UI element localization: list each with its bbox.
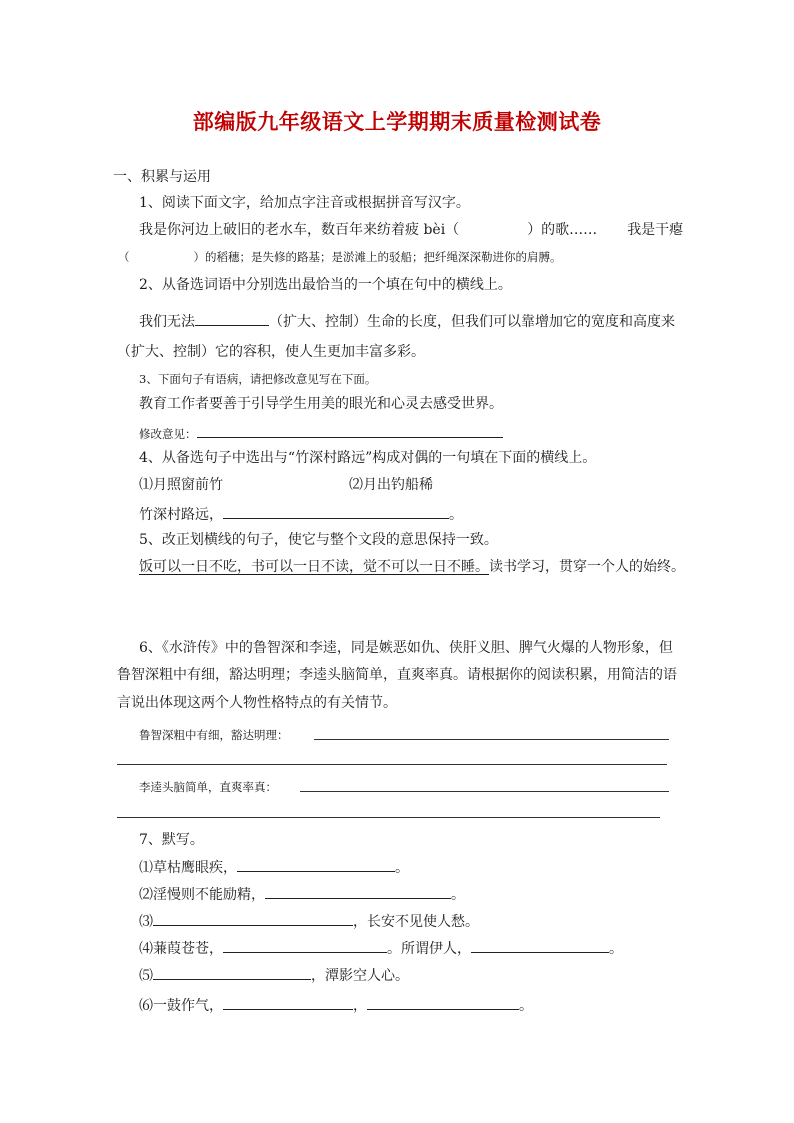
q7-text: 。 — [451, 887, 465, 903]
q6-line: 6、《水浒传》中的鲁智深和李逵，同是嫉恶如仇、侠肝义胆、脾气火爆的人物形象，但 — [139, 640, 673, 656]
q4-option-2: ⑵月出钓船稀 — [349, 477, 433, 493]
q7-item-2 — [139, 884, 465, 904]
q7-item-3 — [139, 911, 479, 931]
q6-answer-line[interactable] — [117, 764, 667, 765]
q3-sentence: 教育工作者要善于引导学生用美的眼光和心灵去感受世界。 — [139, 396, 503, 412]
q1-text: ）的歌…… — [527, 222, 598, 238]
q7-answer-blank[interactable] — [367, 995, 519, 1010]
q2-line1 — [139, 311, 675, 331]
q6-answer-line[interactable] — [300, 791, 669, 792]
q2-answer-blank[interactable] — [195, 311, 269, 326]
q2-stem: 2、从备选词语中分别选出最恰当的一个填在句中的横线上。 — [139, 277, 512, 293]
q5-underlined-sentence: 饭可以一日不吃，书可以一日不读，觉不可以一日不睡。 — [139, 559, 489, 575]
q5-passage — [139, 558, 685, 576]
q7-text: ⑷蒹葭苍苍， — [139, 941, 223, 957]
q7-text: 。所谓伊人， — [387, 941, 471, 957]
q7-text: ， — [353, 998, 367, 1014]
q1-line1 — [139, 221, 683, 239]
q2-line2: （扩大、控制）它的容积，使人生更加丰富多彩。 — [117, 344, 425, 360]
q7-answer-blank[interactable] — [153, 911, 353, 926]
page-title: 部编版九年级语文上学期期末质量检测试卷 — [192, 109, 602, 134]
q6-line: 言说出体现这两个人物性格特点的有关情节。 — [117, 695, 397, 711]
q3-answer-blank[interactable] — [197, 425, 503, 438]
q7-text: ，潭影空人心。 — [311, 968, 409, 984]
q7-answer-blank[interactable] — [471, 938, 609, 953]
q1-text: 我是你河边上破旧的老水车，数百年来纺着疲 bèi（ — [139, 222, 460, 238]
q1-line2 — [118, 248, 562, 266]
q7-answer-blank[interactable] — [153, 965, 311, 980]
section-heading: 一、积累与运用 — [113, 169, 211, 185]
q7-answer-blank[interactable] — [223, 995, 353, 1010]
q7-text: 。 — [519, 998, 533, 1014]
q7-text: ⑴草枯鹰眼疾， — [139, 860, 237, 876]
q5-stem: 5、改正划横线的句子，使它与整个文段的意思保持一致。 — [139, 532, 498, 548]
q2-text: （扩大、控制）生命的长度，但我们可以靠增加它的宽度和高度来 — [269, 314, 675, 330]
q1-stem: 1、阅读下面文字，给加点字注音或根据拼音写汉字。 — [139, 195, 470, 211]
q4-answer-blank[interactable] — [223, 504, 449, 519]
q7-answer-blank[interactable] — [223, 938, 387, 953]
q2-text: 我们无法 — [139, 314, 195, 330]
q7-text: ，长安不见使人愁。 — [353, 914, 479, 930]
q3-answer-line — [139, 425, 503, 443]
q7-answer-blank[interactable] — [237, 857, 395, 872]
q5-rest: 读书学习，贯穿一个人的始终。 — [489, 559, 685, 575]
q4-text: 竹深村路远， — [139, 507, 223, 523]
q7-text: 。 — [395, 860, 409, 876]
q6-answer-line[interactable] — [314, 739, 669, 740]
q7-text: ⑸ — [139, 968, 153, 984]
q6-label-li-kui: 李逵头脑简单，直爽率真： — [139, 780, 277, 794]
q6-answer-line[interactable] — [117, 817, 660, 818]
q7-stem: 7、默写。 — [139, 832, 204, 848]
q1-text: （ — [118, 250, 130, 264]
q4-stem: 4、从备选句子中选出与“竹深村路远”构成对偶的一句填在下面的横线上。 — [139, 450, 597, 466]
q7-text: ⑶ — [139, 914, 153, 930]
q7-text: ⑹一鼓作气， — [139, 998, 223, 1014]
q3-stem: 3、下面句子有语病，请把修改意见写在下面。 — [139, 372, 377, 386]
q7-item-6 — [139, 995, 533, 1015]
q4-option-1: ⑴月照窗前竹 — [139, 477, 223, 493]
q1-text: ）的稻穗；是失修的路基；是淤滩上的驳船；把纤绳深深勒进你的肩膊。 — [193, 250, 562, 264]
q4-fill-line — [139, 504, 463, 524]
q7-answer-blank[interactable] — [265, 884, 451, 899]
q7-item-1 — [139, 857, 409, 877]
q7-text: ⑵淫慢则不能励精， — [139, 887, 265, 903]
q3-label: 修改意见： — [139, 427, 197, 441]
q6-line: 鲁智深粗中有细，豁达明理；李逵头脑简单，直爽率真。请根据你的阅读积累，用简洁的语 — [117, 667, 677, 683]
q7-item-5 — [139, 965, 409, 985]
q6-label-lu-zhishen: 鲁智深粗中有细，豁达明理： — [139, 728, 289, 742]
q1-text: 我是干瘪 — [627, 222, 684, 238]
q7-text: 。 — [609, 941, 623, 957]
q7-item-4 — [139, 938, 623, 958]
q4-text: 。 — [449, 507, 463, 523]
